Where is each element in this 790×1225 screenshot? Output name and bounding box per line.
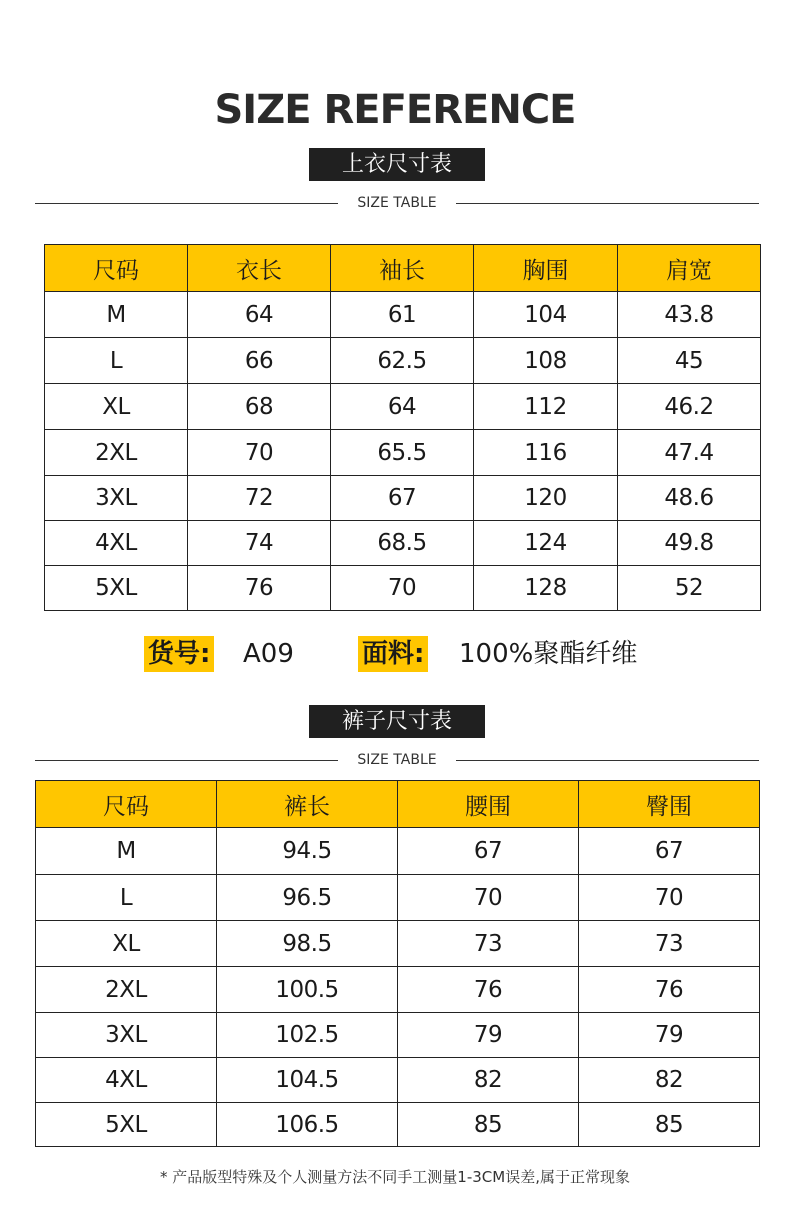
table-cell: 102.5 xyxy=(217,1013,398,1058)
table-cell: 4XL xyxy=(36,1058,217,1103)
top-divider xyxy=(35,195,759,211)
top-size-badge: 上衣尺寸表 xyxy=(309,148,485,181)
header-cell: 肩宽 xyxy=(618,245,761,292)
table-cell: 2XL xyxy=(36,967,217,1013)
header-cell: 裤长 xyxy=(217,781,398,828)
table-cell: 108 xyxy=(474,338,618,384)
table-cell: 72 xyxy=(188,476,331,521)
header-cell: 衣长 xyxy=(188,245,331,292)
table-cell: 4XL xyxy=(45,521,188,566)
table-cell: 79 xyxy=(398,1013,579,1058)
bottom-divider xyxy=(35,752,759,768)
table-cell: 70 xyxy=(579,875,760,921)
header-cell: 尺码 xyxy=(45,245,188,292)
table-cell: 112 xyxy=(474,384,618,430)
table-cell: 104.5 xyxy=(217,1058,398,1103)
fabric-label: 面料: xyxy=(358,636,428,672)
table-header-row xyxy=(45,245,761,292)
table-cell: 96.5 xyxy=(217,875,398,921)
header-cell: 腰围 xyxy=(398,781,579,828)
table-cell: XL xyxy=(45,384,188,430)
table-header-row xyxy=(36,781,760,828)
product-info-row xyxy=(0,636,790,672)
table-cell: 76 xyxy=(579,967,760,1013)
table-cell: 76 xyxy=(398,967,579,1013)
table-row xyxy=(36,875,760,921)
table-cell: L xyxy=(45,338,188,384)
item-number-value: A09 xyxy=(243,639,294,669)
table-cell: 61 xyxy=(331,292,474,338)
table-row xyxy=(36,1103,760,1147)
table-cell: 82 xyxy=(579,1058,760,1103)
page-title: SIZE REFERENCE xyxy=(214,87,576,133)
divider-line-right xyxy=(456,203,759,204)
table-cell: 70 xyxy=(188,430,331,476)
table-cell: 43.8 xyxy=(618,292,761,338)
header-cell: 尺码 xyxy=(36,781,217,828)
fabric-value: 100%聚酯纤维 xyxy=(459,639,638,669)
table-cell: 106.5 xyxy=(217,1103,398,1147)
table-cell: 74 xyxy=(188,521,331,566)
header-cell: 胸围 xyxy=(474,245,618,292)
header-cell: 臀围 xyxy=(579,781,760,828)
divider-line-right xyxy=(456,760,759,761)
table-cell: 49.8 xyxy=(618,521,761,566)
table-row xyxy=(36,921,760,967)
table-row xyxy=(45,338,761,384)
table-row xyxy=(36,967,760,1013)
table-cell: 70 xyxy=(398,875,579,921)
table-cell: 70 xyxy=(331,566,474,611)
table-row xyxy=(45,521,761,566)
table-row xyxy=(45,384,761,430)
table-cell: 85 xyxy=(579,1103,760,1147)
table-cell: 52 xyxy=(618,566,761,611)
divider-label: SIZE TABLE xyxy=(357,195,437,211)
table-cell: 47.4 xyxy=(618,430,761,476)
table-cell: M xyxy=(45,292,188,338)
table-cell: XL xyxy=(36,921,217,967)
table-cell: 120 xyxy=(474,476,618,521)
table-cell: 73 xyxy=(579,921,760,967)
table-cell: 3XL xyxy=(45,476,188,521)
table-row xyxy=(45,476,761,521)
table-cell: 48.6 xyxy=(618,476,761,521)
table-cell: 82 xyxy=(398,1058,579,1103)
table-cell: 46.2 xyxy=(618,384,761,430)
table-cell: 45 xyxy=(618,338,761,384)
table-cell: 79 xyxy=(579,1013,760,1058)
table-cell: 64 xyxy=(188,292,331,338)
table-cell: 67 xyxy=(398,828,579,875)
table-cell: 124 xyxy=(474,521,618,566)
table-cell: 67 xyxy=(331,476,474,521)
table-cell: 94.5 xyxy=(217,828,398,875)
table-row xyxy=(36,1013,760,1058)
table-cell: 85 xyxy=(398,1103,579,1147)
table-cell: 104 xyxy=(474,292,618,338)
table-cell: 65.5 xyxy=(331,430,474,476)
header-cell: 袖长 xyxy=(331,245,474,292)
table-cell: 128 xyxy=(474,566,618,611)
table-cell: 3XL xyxy=(36,1013,217,1058)
item-number-label: 货号: xyxy=(144,636,214,672)
table-cell: 64 xyxy=(331,384,474,430)
table-cell: 76 xyxy=(188,566,331,611)
table-row xyxy=(36,1058,760,1103)
table-cell: 68 xyxy=(188,384,331,430)
table-row xyxy=(45,292,761,338)
table-row xyxy=(45,430,761,476)
table-row xyxy=(36,828,760,875)
table-cell: 73 xyxy=(398,921,579,967)
table-row xyxy=(45,566,761,611)
bottom-size-badge: 裤子尺寸表 xyxy=(309,705,485,738)
table-cell: 62.5 xyxy=(331,338,474,384)
table-cell: 100.5 xyxy=(217,967,398,1013)
table-cell: 98.5 xyxy=(217,921,398,967)
table-cell: M xyxy=(36,828,217,875)
table-cell: 67 xyxy=(579,828,760,875)
table-cell: 5XL xyxy=(36,1103,217,1147)
bottom-size-table xyxy=(35,780,760,1147)
table-cell: 66 xyxy=(188,338,331,384)
table-cell: L xyxy=(36,875,217,921)
table-cell: 5XL xyxy=(45,566,188,611)
table-cell: 2XL xyxy=(45,430,188,476)
divider-label: SIZE TABLE xyxy=(357,752,437,768)
table-cell: 116 xyxy=(474,430,618,476)
top-size-table xyxy=(44,244,761,611)
disclaimer-note: * 产品版型特殊及个人测量方法不同手工测量1-3CM误差,属于正常现象 xyxy=(160,1168,630,1186)
table-cell: 68.5 xyxy=(331,521,474,566)
